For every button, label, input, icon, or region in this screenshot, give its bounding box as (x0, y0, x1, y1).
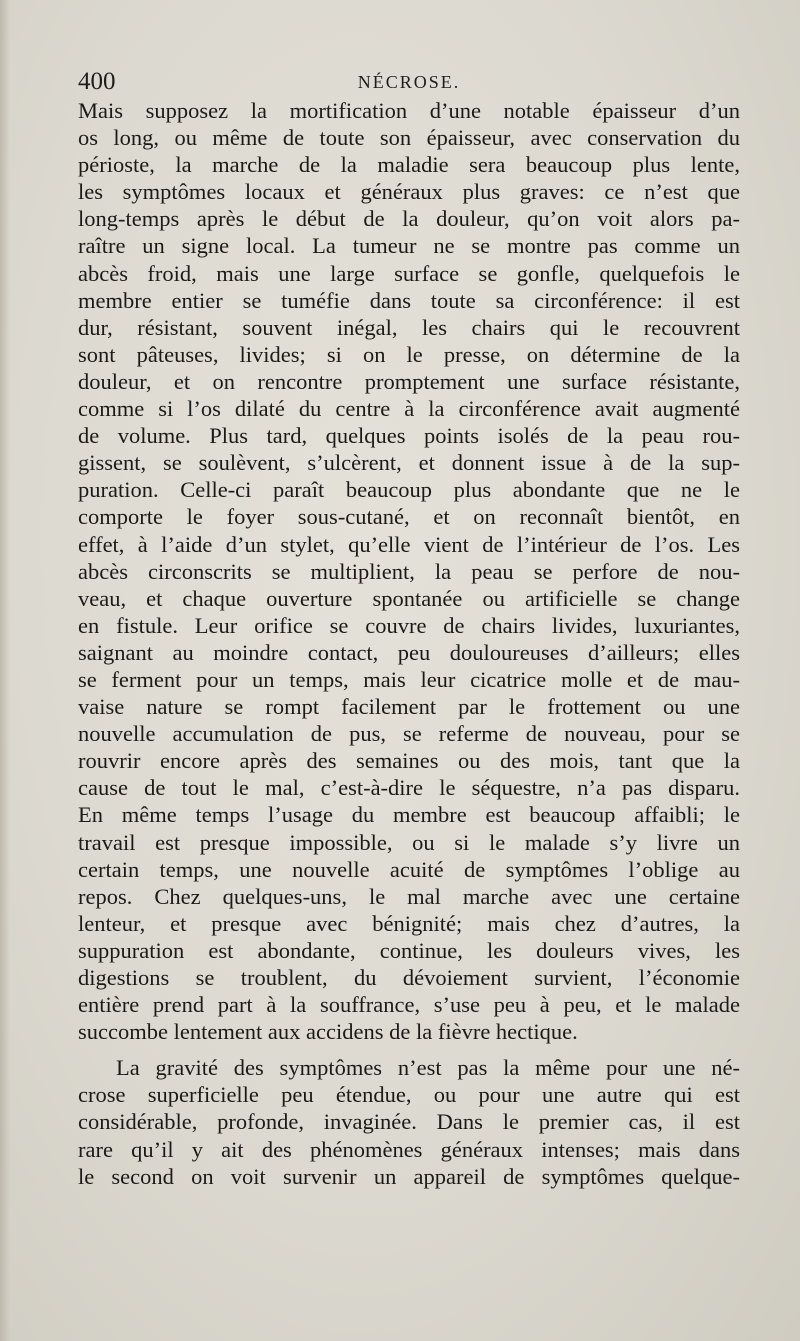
text-line: rouvrir encore après des semaines ou des mois, tant que la (78, 748, 740, 774)
text-line: travail est presque impossible, ou si le malade s’y livre un (78, 829, 740, 855)
text-line: sont pâteuses, livides; si on le presse, on détermine de la (78, 341, 740, 367)
text-line: digestions se troublent, du dévoiement survient, l’économie (78, 965, 740, 990)
text-line: entière prend part à la souffrance, s’use peu à peu, et le malade (78, 992, 740, 1018)
text-line: long-temps après le début de la douleur, qu’on voit alors pa- (78, 206, 740, 232)
paragraph-gap (78, 1045, 740, 1054)
text-line: en fistule. Leur orifice se couvre de chairs livides, luxuriantes, (78, 612, 740, 638)
text-line: périoste, la marche de la maladie sera beaucoup plus lente, (78, 152, 740, 178)
text-line: comporte le foyer sous-cutané, et on reconnaît bientôt, en (78, 504, 740, 530)
text-line: le second on voit survenir un appareil de symptômes quelque- (78, 1163, 740, 1189)
text-line: nouvelle accumulation de pus, se referme de nouveau, pour se (78, 721, 740, 747)
text-line: succombe lentement aux accidens de la fièvre hectique. (78, 1019, 578, 1045)
page-number: 400 (78, 68, 116, 95)
body-text (78, 97, 740, 1190)
text-line: douleur, et on rencontre promptement une surface résistante, (78, 368, 740, 394)
text-line: se ferment pour un temps, mais leur cicatrice molle et de mau- (78, 666, 740, 692)
text-line: gissent, se soulèvent, s’ulcèrent, et donnent issue à de la sup- (78, 450, 740, 476)
text-line: considérable, profonde, invaginée. Dans le premier cas, il est (78, 1109, 740, 1135)
text-line: puration. Celle-ci paraît beaucoup plus abondante que ne le (78, 477, 740, 503)
text-line: raître un signe local. La tumeur ne se montre pas comme un (78, 233, 740, 259)
text-line: suppuration est abondante, continue, les douleurs vives, les (78, 937, 740, 963)
text-line: comme si l’os dilaté du centre à la circonférence avait augmenté (78, 396, 740, 422)
running-head (78, 66, 740, 98)
text-line: Mais supposez la mortification d’une notable épaisseur d’un (78, 98, 740, 123)
text-line: veau, et chaque ouverture spontanée ou artificielle se change (78, 585, 740, 611)
paragraph (78, 1054, 740, 1189)
text-line: abcès froid, mais une large surface se gonfle, quelquefois le (78, 260, 740, 286)
text-line: lenteur, et presque avec bénignité; mais chez d’autres, la (78, 910, 740, 936)
text-line: crose superficielle peu étendue, ou pour une autre qui est (78, 1082, 740, 1108)
text-line: rare qu’il y ait des phénomènes généraux intenses; mais dans (78, 1136, 740, 1162)
text-line: effet, à l’aide d’un stylet, qu’elle vient de l’intérieur de l’os. Les (78, 531, 740, 557)
text-line: En même temps l’usage du membre est beaucoup affaibli; le (78, 802, 740, 828)
text-line: les symptômes locaux et généraux plus graves: ce n’est que (78, 179, 740, 205)
text-line: de volume. Plus tard, quelques points isolés de la peau rou- (78, 423, 740, 449)
text-line: repos. Chez quelques-uns, le mal marche avec une certaine (78, 883, 740, 909)
text-line: dur, résistant, souvent inégal, les chairs qui le recouvrent (78, 314, 740, 340)
text-line: os long, ou même de toute son épaisseur, avec conservation du (78, 125, 740, 151)
text-line: membre entier se tuméfie dans toute sa circonférence: il est (78, 287, 740, 313)
text-line: certain temps, une nouvelle acuité de symptômes l’oblige au (78, 856, 740, 882)
text-line: cause de tout le mal, c’est-à-dire le séquestre, n’a pas disparu. (78, 775, 740, 801)
paragraph (78, 97, 740, 1045)
text-line: saignant au moindre contact, peu douloureuses d’ailleurs; elles (78, 639, 740, 665)
text-line: La gravité des symptômes n’est pas la même pour une né- (116, 1055, 740, 1081)
text-line: vaise nature se rompt facilement par le frottement ou une (78, 694, 740, 720)
running-title: NÉCROSE. (357, 72, 461, 92)
text-line: abcès circonscrits se multiplient, la peau se perfore de nou- (78, 558, 740, 584)
page-gutter-shadow (0, 0, 10, 1341)
